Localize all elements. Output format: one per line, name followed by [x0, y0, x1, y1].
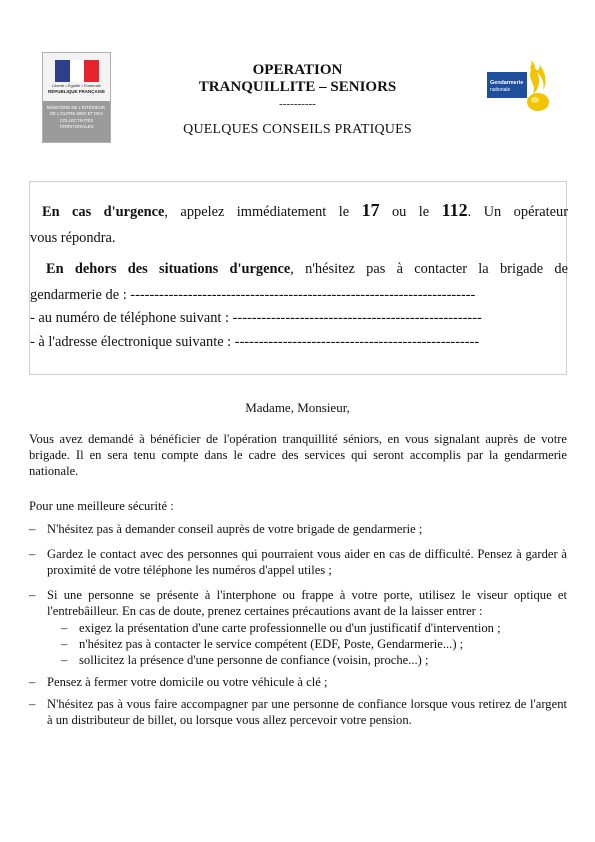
emergency-line-1 [30, 202, 568, 221]
emergency-text-b: ou le [379, 204, 442, 220]
ministry-name: MINISTÈRE DE L'INTÉRIEUR, DE L'OUTRE-MER ET DES COLLECTIVITÉS TERRITORIALES [46, 105, 107, 130]
flag-white-stripe [70, 60, 84, 82]
gendarmerie-logo-text-1: Gendarmerie [490, 80, 524, 86]
bullet-dash: – [61, 621, 68, 635]
salutation: Madame, Monsieur, [245, 400, 350, 415]
bullet-dash: – [29, 522, 36, 536]
non-emergency-lead: En dehors des situations d'urgence [46, 261, 291, 277]
ministry-motto: Liberté • Égalité • Fraternité [52, 83, 101, 88]
non-emergency-text: , n'hésitez pas à contacter la brigade de [290, 261, 568, 277]
bullet-dash: – [29, 547, 36, 561]
advice-subitem-text: exigez la présentation d'une carte professionnelle ou d'un justificatif d'intervention ; [79, 621, 501, 635]
emergency-text-a: , appelez immédiatement le [164, 204, 362, 220]
title-line-2: TRANQUILLITE – SENIORS [198, 79, 397, 95]
emergency-box [29, 181, 567, 375]
advice-subitem-text: n'hésitez pas à contacter le service compétent (EDF, Poste, Gendarmerie...) ; [79, 637, 464, 651]
subtitle: QUELQUES CONSEILS PRATIQUES [183, 122, 412, 137]
advice-item-text: N'hésitez pas à demander conseil auprès de votre brigade de gendarmerie ; [47, 522, 423, 536]
flag-red-stripe [84, 60, 99, 82]
gendarmerie-grenade-icon [487, 60, 551, 112]
advice-item-text: Si une personne se présente à l'interphone ou frappe à votre porte, utilisez le viseur optique et l'entrebâilleur. En cas de doute, prenez certaines précautions avant de la laisser entrer : [47, 588, 567, 619]
phone-field: - au numéro de téléphone suivant : ---------------------------------------------------- [30, 310, 482, 326]
advice-item-text: N'hésitez pas à vous faire accompagner par une personne de confiance lorsque vous retirez de l'argent à un distributeur de billet, ou lorsque vous allez percevoir votre pension. [47, 697, 567, 728]
brigade-field: gendarmerie de : ------------------------------------------------------------------------ [30, 287, 476, 303]
advice-item-text: Pensez à fermer votre domicile ou votre véhicule à clé ; [47, 675, 328, 689]
flag-blue-stripe [55, 60, 70, 82]
gendarmerie-logo [487, 60, 551, 112]
emergency-text-c: . Un opérateur [467, 204, 569, 220]
ministry-republic: RÉPUBLIQUE FRANÇAISE [47, 89, 105, 94]
advice-intro: Pour une meilleure sécurité : [29, 499, 174, 513]
bullet-dash: – [29, 675, 36, 689]
advice-item-text: Gardez le contact avec des personnes qui pourraient vous aider en cas de difficulté. Pensez à garder à proximité de votre téléphone les numéros d'appel utiles ; [47, 547, 567, 578]
emergency-number-17: 17 [361, 200, 380, 220]
gendarmerie-logo-text-2: nationale [490, 87, 511, 93]
emergency-line-2: vous répondra. [30, 230, 116, 246]
bullet-dash: – [61, 637, 68, 651]
marianne-flag-icon [55, 60, 99, 82]
emergency-lead: En cas d'urgence [42, 204, 165, 220]
intro-paragraph: Vous avez demandé à bénéficier de l'opération tranquillité séniors, en vous signalant auprès de votre brigade. Il en sera tenu compte dans le cadre des services qui seront accomplis par la gendarmerie nationale. [29, 432, 567, 479]
ministry-logo [42, 52, 111, 143]
bullet-dash: – [29, 697, 36, 711]
title-line-1: OPERATION [252, 62, 343, 78]
email-field: - à l'adresse électronique suivante : --------------------------------------------------- [30, 334, 480, 350]
ministry-logo-top [43, 53, 110, 101]
bullet-dash: – [61, 653, 68, 667]
emergency-number-112: 112 [441, 200, 468, 220]
non-emergency-line-1 [30, 261, 568, 278]
bullet-dash: – [29, 588, 36, 602]
title-separator: ---------- [279, 98, 316, 110]
advice-subitem-text: sollicitez la présence d'une personne de confiance (voisin, proche...) ; [79, 653, 429, 667]
